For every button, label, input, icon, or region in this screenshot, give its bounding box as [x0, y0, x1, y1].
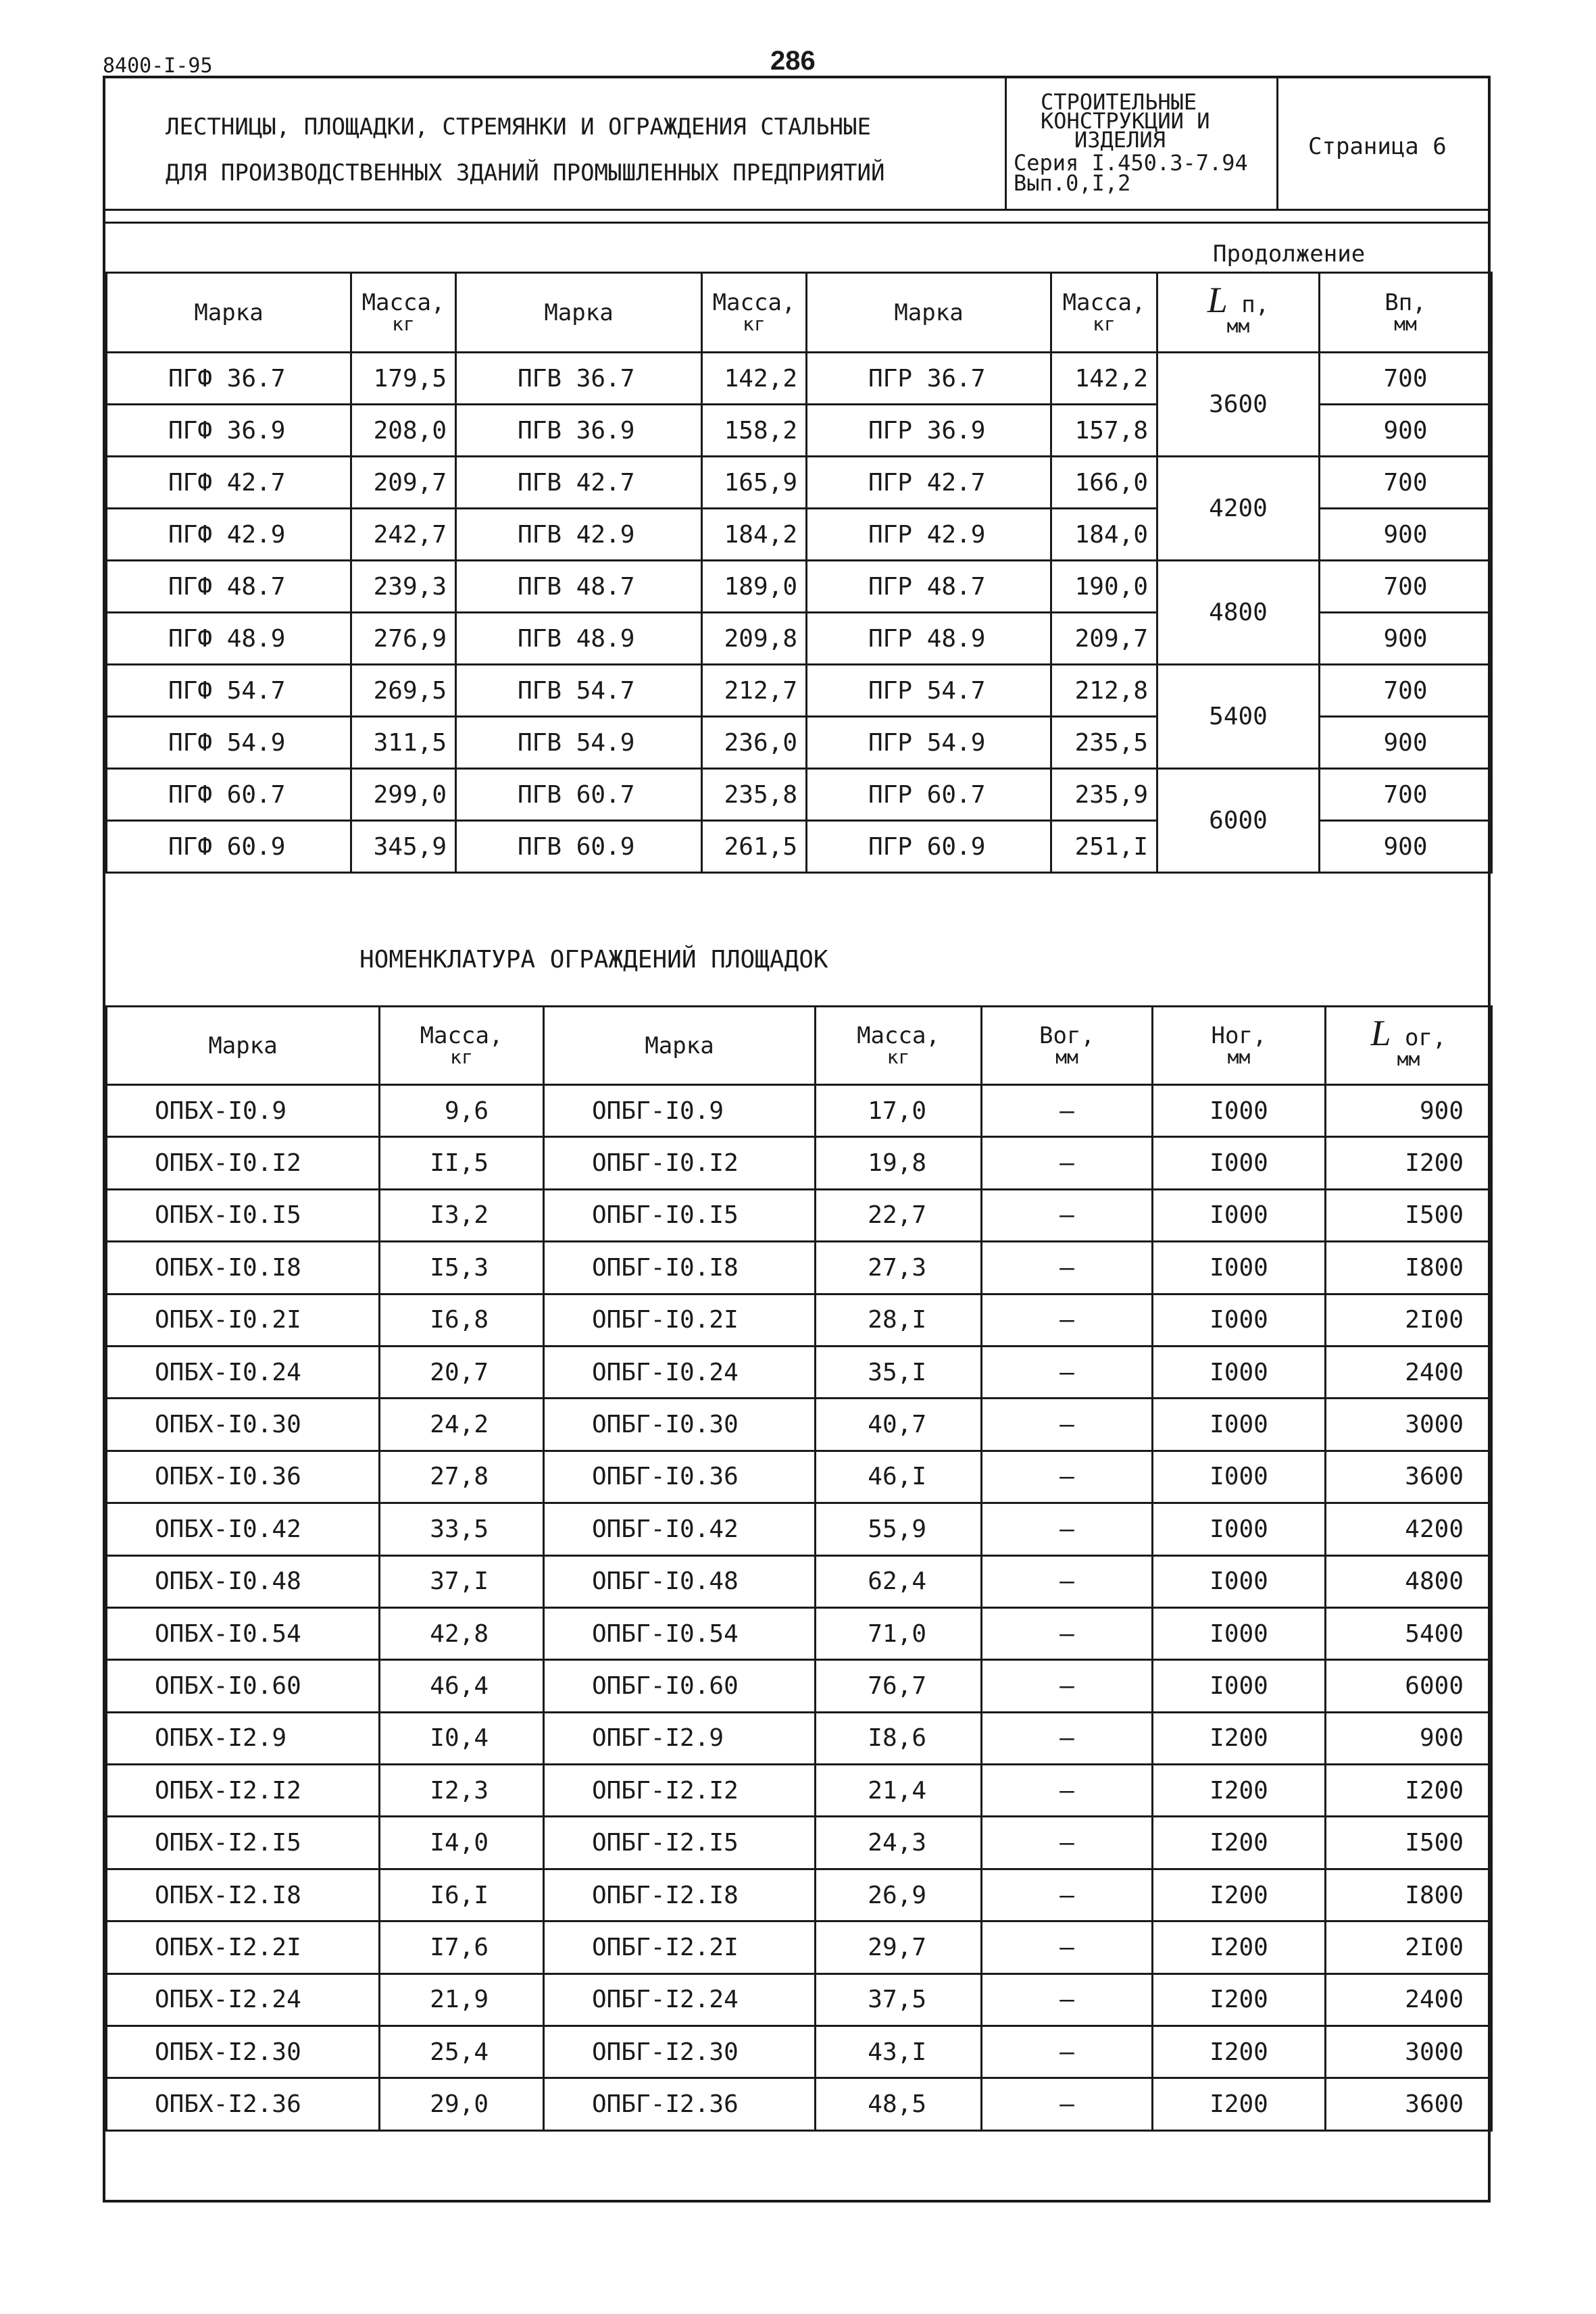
mass-cell: 27,8	[380, 1451, 544, 1503]
mark-cell: ОПБХ-I0.2I	[107, 1294, 380, 1346]
log-cell: 3600	[1326, 2078, 1492, 2130]
mass-cell: II,5	[380, 1137, 544, 1189]
mark-cell: ПГВ 42.9	[456, 509, 702, 561]
mass-cell: 190,0	[1051, 561, 1157, 613]
header-mark: Марка	[107, 1007, 380, 1085]
mass-cell: 299,0	[351, 769, 456, 821]
mass-cell: 35,I	[816, 1346, 982, 1398]
bog-cell: –	[982, 1607, 1153, 1659]
mark-cell: ОПБХ-I0.42	[107, 1503, 380, 1555]
log-cell: 5400	[1326, 1607, 1492, 1659]
lp-cell: 4800	[1157, 561, 1320, 665]
mark-cell: ОПБХ-I2.I2	[107, 1765, 380, 1817]
log-cell: 3000	[1326, 2026, 1492, 2078]
title-cell	[103, 76, 1007, 211]
mark-cell: ОПБГ-I2.I5	[544, 1817, 816, 1869]
mark-cell: ОПБХ-I2.I5	[107, 1817, 380, 1869]
log-cell: 2400	[1326, 1973, 1492, 2026]
mass-cell: 9,6	[380, 1085, 544, 1137]
title-line-2: ДЛЯ ПРОИЗВОДСТВЕННЫХ ЗДАНИЙ ПРОМЫШЛЕННЫХ ПРЕДПРИЯТИЙ	[166, 159, 885, 186]
mass-cell: 37,5	[816, 1973, 982, 2026]
mass-cell: 276,9	[351, 613, 456, 665]
railing-rows	[107, 1085, 1492, 2131]
header-mass: Масса, кг	[702, 273, 807, 353]
table-row	[107, 1921, 1492, 1973]
header-log: L ог, мм	[1326, 1007, 1492, 1085]
table-row	[107, 1973, 1492, 2026]
mass-cell: 235,5	[1051, 717, 1157, 769]
mass-cell: 239,3	[351, 561, 456, 613]
mass-cell: 209,8	[702, 613, 807, 665]
mass-cell: I7,6	[380, 1921, 544, 1973]
log-cell: 2I00	[1326, 1921, 1492, 1973]
mark-cell: ОПБГ-I2.30	[544, 2026, 816, 2078]
hog-cell: I000	[1153, 1085, 1326, 1137]
mark-cell: ПГВ 54.7	[456, 665, 702, 717]
mark-cell: ПГР 60.7	[807, 769, 1051, 821]
bog-cell: –	[982, 1765, 1153, 1817]
header-mark: Марка	[544, 1007, 816, 1085]
table-row	[107, 769, 1492, 821]
mass-cell: 55,9	[816, 1503, 982, 1555]
section-title: НОМЕНКЛАТУРА ОГРАЖДЕНИЙ ПЛОЩАДОК	[359, 946, 828, 974]
mark-cell: ОПБГ-I0.I2	[544, 1137, 816, 1189]
mass-cell: 33,5	[380, 1503, 544, 1555]
mark-cell: ПГФ 60.9	[107, 821, 351, 873]
table-row	[107, 1660, 1492, 1712]
mark-cell: ПГВ 54.9	[456, 717, 702, 769]
table-row	[107, 1399, 1492, 1451]
bog-cell: –	[982, 1294, 1153, 1346]
bog-cell: –	[982, 1503, 1153, 1555]
mark-cell: ОПБХ-I0.I8	[107, 1242, 380, 1294]
mass-cell: 42,8	[380, 1607, 544, 1659]
bog-cell: –	[982, 1346, 1153, 1398]
mark-cell: ОПБХ-I0.60	[107, 1660, 380, 1712]
mark-cell: ОПБГ-I0.42	[544, 1503, 816, 1555]
mark-cell: ПГФ 42.7	[107, 457, 351, 509]
table-row	[107, 1765, 1492, 1817]
mass-cell: I0,4	[380, 1712, 544, 1764]
mass-cell: 189,0	[702, 561, 807, 613]
hog-cell: I000	[1153, 1242, 1326, 1294]
bog-cell: –	[982, 1189, 1153, 1241]
mark-cell: ОПБГ-I0.36	[544, 1451, 816, 1503]
mark-cell: ОПБГ-I0.2I	[544, 1294, 816, 1346]
hog-cell: I000	[1153, 1294, 1326, 1346]
table-row	[107, 561, 1492, 613]
table-row	[107, 665, 1492, 717]
log-cell: I800	[1326, 1242, 1492, 1294]
mass-cell: 27,3	[816, 1242, 982, 1294]
hog-cell: I000	[1153, 1503, 1326, 1555]
table-row	[107, 1346, 1492, 1398]
bp-cell: 900	[1320, 509, 1492, 561]
mass-cell: I4,0	[380, 1817, 544, 1869]
bp-cell: 700	[1320, 561, 1492, 613]
log-cell: I200	[1326, 1765, 1492, 1817]
hog-cell: I200	[1153, 1869, 1326, 1921]
mark-cell: ПГР 60.9	[807, 821, 1051, 873]
mass-cell: 28,I	[816, 1294, 982, 1346]
bog-cell: –	[982, 1869, 1153, 1921]
bp-cell: 700	[1320, 353, 1492, 405]
hog-cell: I000	[1153, 1399, 1326, 1451]
header-row	[107, 1007, 1492, 1085]
log-cell: 2I00	[1326, 1294, 1492, 1346]
stamp-line-3: ИЗДЕЛИЯ	[1074, 127, 1166, 153]
hog-cell: I000	[1153, 1451, 1326, 1503]
mark-cell: ПГВ 48.9	[456, 613, 702, 665]
mass-cell: 46,I	[816, 1451, 982, 1503]
header-lp: L п, мм	[1157, 273, 1320, 353]
ladder-rows	[107, 353, 1492, 873]
mass-cell: 17,0	[816, 1085, 982, 1137]
table-row	[107, 2078, 1492, 2130]
mass-cell: I6,I	[380, 1869, 544, 1921]
mark-cell: ОПБГ-I2.I2	[544, 1765, 816, 1817]
mark-cell: ПГР 48.7	[807, 561, 1051, 613]
mark-cell: ПГВ 48.7	[456, 561, 702, 613]
ladder-mass-table	[105, 272, 1493, 874]
mass-cell: I2,3	[380, 1765, 544, 1817]
mass-cell: 165,9	[702, 457, 807, 509]
table-row	[107, 1555, 1492, 1607]
mark-cell: ОПБГ-I2.24	[544, 1973, 816, 2026]
hog-cell: I000	[1153, 1189, 1326, 1241]
mass-cell: 251,I	[1051, 821, 1157, 873]
mark-cell: ОПБГ-I2.2I	[544, 1921, 816, 1973]
log-cell: I500	[1326, 1189, 1492, 1241]
bog-cell: –	[982, 1817, 1153, 1869]
bog-cell: –	[982, 1085, 1153, 1137]
mark-cell: ОПБХ-I2.24	[107, 1973, 380, 2026]
mark-cell: ОПБХ-I0.36	[107, 1451, 380, 1503]
bp-cell: 900	[1320, 405, 1492, 457]
bog-cell: –	[982, 2026, 1153, 2078]
mark-cell: ОПБГ-I0.24	[544, 1346, 816, 1398]
log-cell: I200	[1326, 1137, 1492, 1189]
mass-cell: 62,4	[816, 1555, 982, 1607]
mass-cell: 24,2	[380, 1399, 544, 1451]
bog-cell: –	[982, 1451, 1153, 1503]
mark-cell: ПГР 36.7	[807, 353, 1051, 405]
bog-cell: –	[982, 1399, 1153, 1451]
mark-cell: ПГР 54.7	[807, 665, 1051, 717]
mass-cell: 26,9	[816, 1869, 982, 1921]
mark-cell: ПГВ 60.7	[456, 769, 702, 821]
bp-cell: 900	[1320, 717, 1492, 769]
divider	[103, 222, 1491, 224]
table-row	[107, 1294, 1492, 1346]
mark-cell: ОПБХ-I0.I2	[107, 1137, 380, 1189]
mark-cell: ОПБХ-I0.24	[107, 1346, 380, 1398]
sheet-cell	[1276, 76, 1491, 211]
bog-cell: –	[982, 1555, 1153, 1607]
mark-cell: ОПБХ-I2.30	[107, 2026, 380, 2078]
stamp-line-1: СТРОИТЕЛЬНЫЕ	[1041, 89, 1197, 115]
table-row	[107, 457, 1492, 509]
mark-cell: ОПБХ-I0.30	[107, 1399, 380, 1451]
mass-cell: 311,5	[351, 717, 456, 769]
stamp-line-2: КОНСТРУКЦИИ И	[1041, 108, 1210, 134]
mark-cell: ОПБХ-I0.54	[107, 1607, 380, 1659]
mass-cell: 166,0	[1051, 457, 1157, 509]
mass-cell: 212,8	[1051, 665, 1157, 717]
mass-cell: 20,7	[380, 1346, 544, 1398]
hog-cell: I000	[1153, 1137, 1326, 1189]
mark-cell: ОПБХ-I2.2I	[107, 1921, 380, 1973]
table-row	[107, 353, 1492, 405]
continuation-label: Продолжение	[1213, 241, 1366, 268]
header-mass: Масса, кг	[1051, 273, 1157, 353]
mark-cell: ПГФ 42.9	[107, 509, 351, 561]
mass-cell: 208,0	[351, 405, 456, 457]
mark-cell: ОПБХ-I0.I5	[107, 1189, 380, 1241]
hog-cell: I200	[1153, 2026, 1326, 2078]
mark-cell: ОПБГ-I0.I8	[544, 1242, 816, 1294]
mass-cell: 29,0	[380, 2078, 544, 2130]
log-cell: 4200	[1326, 1503, 1492, 1555]
lp-cell: 6000	[1157, 769, 1320, 873]
hog-cell: I200	[1153, 1817, 1326, 1869]
table-row	[107, 1503, 1492, 1555]
table-row	[107, 1712, 1492, 1764]
bog-cell: –	[982, 1921, 1153, 1973]
mark-cell: ОПБГ-I0.9	[544, 1085, 816, 1137]
hog-cell: I200	[1153, 1712, 1326, 1764]
log-cell: 6000	[1326, 1660, 1492, 1712]
mark-cell: ПГВ 60.9	[456, 821, 702, 873]
mass-cell: 37,I	[380, 1555, 544, 1607]
mass-cell: 261,5	[702, 821, 807, 873]
bog-cell: –	[982, 1242, 1153, 1294]
bog-cell: –	[982, 1660, 1153, 1712]
mass-cell: 269,5	[351, 665, 456, 717]
hog-cell: I000	[1153, 1346, 1326, 1398]
bp-cell: 700	[1320, 769, 1492, 821]
table-row	[107, 1607, 1492, 1659]
mass-cell: 142,2	[1051, 353, 1157, 405]
mass-cell: 43,I	[816, 2026, 982, 2078]
mark-cell: ПГВ 36.7	[456, 353, 702, 405]
mass-cell: 236,0	[702, 717, 807, 769]
bp-cell: 700	[1320, 457, 1492, 509]
header-mark: Марка	[807, 273, 1051, 353]
mass-cell: 235,8	[702, 769, 807, 821]
mark-cell: ОПБГ-I0.60	[544, 1660, 816, 1712]
mark-cell: ПГВ 42.7	[456, 457, 702, 509]
mark-cell: ПГР 42.7	[807, 457, 1051, 509]
header-bp: Вп, мм	[1320, 273, 1492, 353]
mark-cell: ПГР 48.9	[807, 613, 1051, 665]
mark-cell: ПГВ 36.9	[456, 405, 702, 457]
mass-cell: 179,5	[351, 353, 456, 405]
mark-cell: ОПБГ-I0.I5	[544, 1189, 816, 1241]
mass-cell: 242,7	[351, 509, 456, 561]
log-cell: 3000	[1326, 1399, 1492, 1451]
mass-cell: 209,7	[351, 457, 456, 509]
table-row	[107, 1451, 1492, 1503]
sheet-label: Страница 6	[1308, 133, 1447, 160]
table-row	[107, 1189, 1492, 1241]
document-code: 8400-I-95	[103, 54, 213, 78]
mark-cell: ПГР 42.9	[807, 509, 1051, 561]
mass-cell: 21,9	[380, 1973, 544, 2026]
mass-cell: 21,4	[816, 1765, 982, 1817]
hog-cell: I200	[1153, 1921, 1326, 1973]
stamp-line-5: Вып.0,I,2	[1014, 170, 1131, 196]
header-mark: Марка	[456, 273, 702, 353]
mark-cell: ОПБХ-I2.I8	[107, 1869, 380, 1921]
mark-cell: ОПБГ-I0.30	[544, 1399, 816, 1451]
mark-cell: ОПБХ-I0.48	[107, 1555, 380, 1607]
mass-cell: 24,3	[816, 1817, 982, 1869]
railing-table	[105, 1005, 1493, 2132]
mass-cell: 184,2	[702, 509, 807, 561]
header-row	[107, 273, 1492, 353]
bp-cell: 700	[1320, 665, 1492, 717]
bog-cell: –	[982, 1712, 1153, 1764]
mass-cell: 142,2	[702, 353, 807, 405]
hog-cell: I000	[1153, 1660, 1326, 1712]
mass-cell: 29,7	[816, 1921, 982, 1973]
mark-cell: ОПБХ-I2.9	[107, 1712, 380, 1764]
mark-cell: ОПБГ-I0.48	[544, 1555, 816, 1607]
mark-cell: ПГФ 48.7	[107, 561, 351, 613]
lp-cell: 3600	[1157, 353, 1320, 457]
hog-cell: I200	[1153, 1765, 1326, 1817]
log-cell: I500	[1326, 1817, 1492, 1869]
header-mark: Марка	[107, 273, 351, 353]
mass-cell: 19,8	[816, 1137, 982, 1189]
mass-cell: I3,2	[380, 1189, 544, 1241]
mass-cell: 40,7	[816, 1399, 982, 1451]
header-mass: Масса, кг	[351, 273, 456, 353]
hog-cell: I200	[1153, 1973, 1326, 2026]
table-row	[107, 1085, 1492, 1137]
table-row	[107, 1869, 1492, 1921]
bog-cell: –	[982, 1137, 1153, 1189]
mass-cell: 212,7	[702, 665, 807, 717]
mark-cell: ОПБГ-I0.54	[544, 1607, 816, 1659]
table-row	[107, 1817, 1492, 1869]
mark-cell: ПГФ 60.7	[107, 769, 351, 821]
mark-cell: ОПБГ-I2.I8	[544, 1869, 816, 1921]
lp-cell: 4200	[1157, 457, 1320, 561]
mass-cell: 25,4	[380, 2026, 544, 2078]
hog-cell: I200	[1153, 2078, 1326, 2130]
mark-cell: ПГФ 48.9	[107, 613, 351, 665]
bp-cell: 900	[1320, 613, 1492, 665]
mark-cell: ОПБХ-I2.36	[107, 2078, 380, 2130]
bog-cell: –	[982, 2078, 1153, 2130]
mass-cell: I8,6	[816, 1712, 982, 1764]
title-line-1: ЛЕСТНИЦЫ, ПЛОЩАДКИ, СТРЕМЯНКИ И ОГРАЖДЕНИЯ СТАЛЬНЫЕ	[166, 114, 871, 141]
mass-cell: 157,8	[1051, 405, 1157, 457]
lp-cell: 5400	[1157, 665, 1320, 769]
log-cell: 900	[1326, 1085, 1492, 1137]
mass-cell: 184,0	[1051, 509, 1157, 561]
table-row	[107, 1137, 1492, 1189]
table-row	[107, 1242, 1492, 1294]
mass-cell: 158,2	[702, 405, 807, 457]
header-bog: Вог, мм	[982, 1007, 1153, 1085]
mark-cell: ПГФ 36.7	[107, 353, 351, 405]
log-cell: 3600	[1326, 1451, 1492, 1503]
mark-cell: ПГФ 54.9	[107, 717, 351, 769]
mark-cell: ОПБГ-I2.9	[544, 1712, 816, 1764]
series-stamp	[1005, 76, 1278, 211]
mass-cell: 209,7	[1051, 613, 1157, 665]
bog-cell: –	[982, 1973, 1153, 2026]
stamp-line-4: Серия I.450.3-7.94	[1014, 150, 1248, 176]
mass-cell: 48,5	[816, 2078, 982, 2130]
mark-cell: ПГР 36.9	[807, 405, 1051, 457]
page-number: 286	[770, 46, 816, 76]
mark-cell: ОПБХ-I0.9	[107, 1085, 380, 1137]
header-hog: Ног, мм	[1153, 1007, 1326, 1085]
mark-cell: ПГФ 36.9	[107, 405, 351, 457]
log-cell: 4800	[1326, 1555, 1492, 1607]
log-cell: 900	[1326, 1712, 1492, 1764]
header-mass: Масса, кг	[380, 1007, 544, 1085]
mass-cell: 76,7	[816, 1660, 982, 1712]
mass-cell: 22,7	[816, 1189, 982, 1241]
mark-cell: ПГР 54.9	[807, 717, 1051, 769]
log-cell: I800	[1326, 1869, 1492, 1921]
mass-cell: 46,4	[380, 1660, 544, 1712]
mass-cell: I6,8	[380, 1294, 544, 1346]
hog-cell: I000	[1153, 1555, 1326, 1607]
bp-cell: 900	[1320, 821, 1492, 873]
mark-cell: ПГФ 54.7	[107, 665, 351, 717]
header-mass: Масса, кг	[816, 1007, 982, 1085]
log-cell: 2400	[1326, 1346, 1492, 1398]
mass-cell: I5,3	[380, 1242, 544, 1294]
mark-cell: ОПБГ-I2.36	[544, 2078, 816, 2130]
mass-cell: 71,0	[816, 1607, 982, 1659]
table-row	[107, 2026, 1492, 2078]
mass-cell: 345,9	[351, 821, 456, 873]
hog-cell: I000	[1153, 1607, 1326, 1659]
mass-cell: 235,9	[1051, 769, 1157, 821]
